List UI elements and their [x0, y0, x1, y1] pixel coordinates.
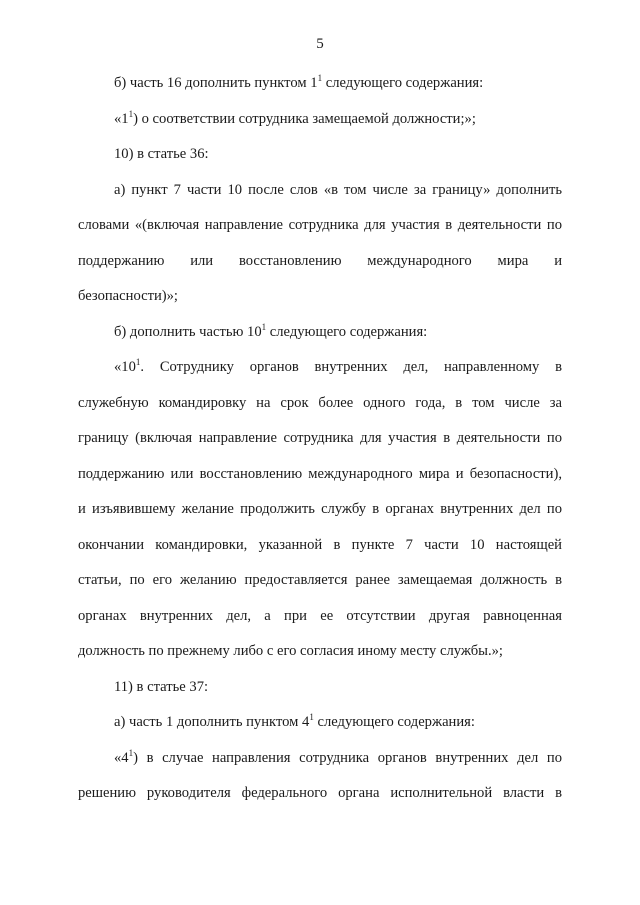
paragraph-7: 11) в статье 37: [114, 678, 209, 695]
text-line: поддержанию или восстановлению международного мира и безопасности), [78, 465, 562, 482]
text-line: словами «(включая направление сотрудника для участия в деятельности по [78, 217, 562, 233]
document-body [78, 66, 562, 812]
text-line: границу (включая направление сотрудника для участия в деятельности по [78, 430, 562, 446]
text-line: и изъявившему желание продолжить службу в органах внутренних дел по [78, 501, 562, 517]
paragraph-5: б) дополнить частью $10^1$ следующего содержания: [114, 321, 428, 340]
text-line: безопасности)»; [78, 288, 178, 304]
page-number: 5 [316, 36, 324, 52]
text-line: поддержанию или восстановлению международного мира и [78, 252, 562, 269]
paragraph-4 [78, 173, 562, 315]
text-line: органах внутренних дел, а при ее отсутствии другая равноценная [78, 607, 562, 624]
text-line: статьи, по его желанию предоставляется ранее замещаемая должность в [78, 572, 562, 588]
paragraph-8: а) часть 1 дополнить пунктом $4^1$ следующего содержания: [114, 712, 475, 730]
paragraph-2: «$1^1$) о соответствии сотрудника замещаемой должности;»; [114, 108, 476, 127]
text-line: а) пункт 7 части 10 после слов «в том числе за границу» дополнить [114, 181, 562, 198]
text-line: «$10^1$. Сотруднику органов внутренних дел, направленному в [114, 357, 562, 375]
text-line: решению руководителя федерального органа исполнительной власти в [78, 785, 562, 801]
paragraph-9 [78, 741, 562, 812]
text-line: «$4^1$) в случае направления сотрудника органов внутренних дел по [114, 747, 562, 766]
paragraph-6 [78, 350, 562, 670]
text-line: служебную командировку на срок более одного года, в том числе за [78, 394, 562, 411]
paragraph-3: 10) в статье 36: [114, 146, 209, 162]
text-line: должность по прежнему либо с его согласия иному месту службы.»; [78, 643, 503, 659]
paragraph-1: б) часть 16 дополнить пунктом $1^1$ следующего содержания: [114, 73, 484, 91]
text-line: окончании командировки, указанной в пункте 7 части 10 настоящей [78, 536, 562, 553]
